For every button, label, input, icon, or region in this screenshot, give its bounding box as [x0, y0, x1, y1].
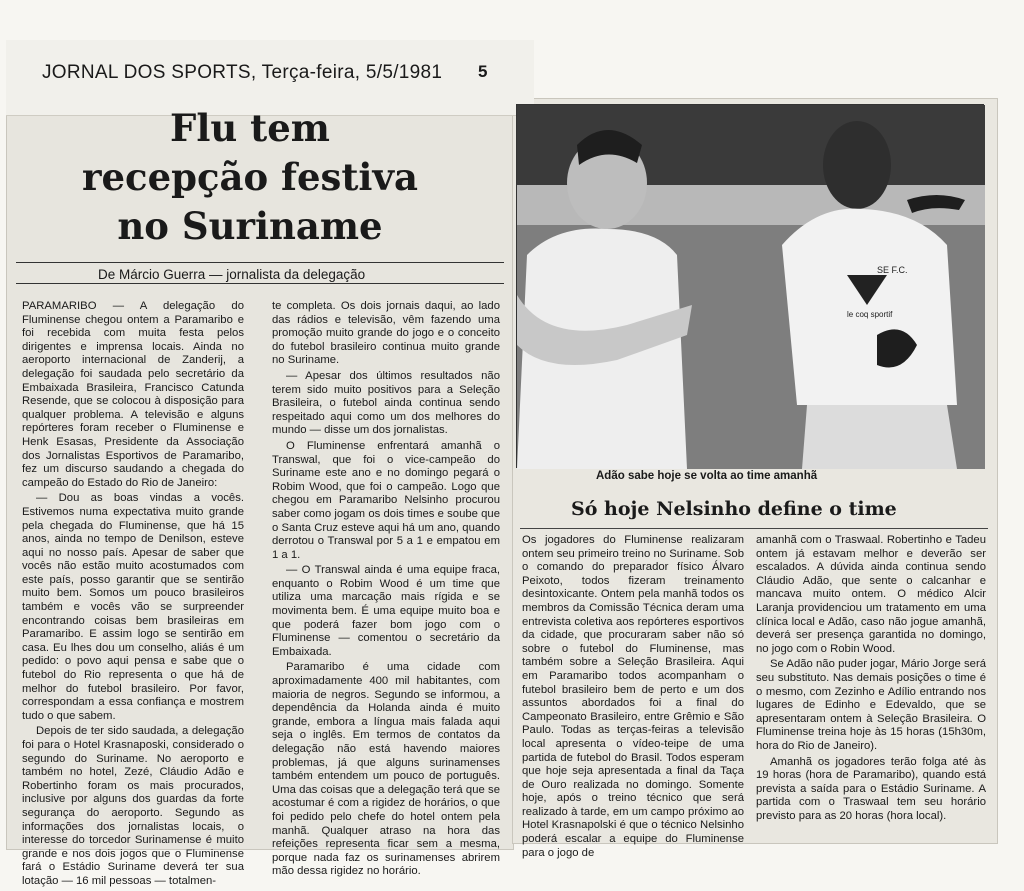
- players-photo: [516, 104, 984, 468]
- paragraph: — Dou as boas vindas a vocês. Estivemos numa expectativa muito grande pela chegada do Fluminense, que há 15 anos, ainda no tempo de Denilson, esteve aqui no nosso país. Apesar de saber que vocês não estão muito acostumados com este país, posso garantir que se sentirão muito bem. Somos um pouco brasileiros também e vocês vão se surpreender encontrando coisas bem brasileiras em Paramaribo. E assim logo se sentirão em casa. Eu lhes dou um conselho, aliás é um pedido: o povo aqui pensa e sabe que o futebol do Rio representa o que há de melhor do futebol brasileiro. Por favor, correspondam a essa confiança e mostrem tudo o que sabem.: [22, 492, 244, 722]
- masthead: JORNAL DOS SPORTS, Terça-feira, 5/5/1981: [42, 62, 443, 83]
- paragraph: Depois de ter sido saudada, a delegação foi para o Hotel Krasnaposki, considerado o segundo do Suriname. No aeroporto e também no hotel, Zezé, Cláudio Adão e Robertinho foram os mais procurados, inclusive por alguns dos guardas da forte segurança do aeroporto. Segundo as informações dos jornalistas locais, o interesse do torcedor Surinamense é muito grande e nos dois jogos que o Fluminense fará o Estádio Suriname deverá ter sua lotação — 16 mil pessoas — totalmen-: [22, 725, 244, 887]
- paragraph: amanhã com o Traswaal. Robertinho e Tadeu ontem já estavam melhor e deverão ser escalados. A dúvida ainda continua sendo Cláudio Adão, que sente o calcanhar e mancava muito ontem. O médico Alcir Laranja providenciou um tratamento em uma clínica local e Adão, caso não jogue amanhã, deverá ser presença garantida no domingo, no jogo com o Robin Wood.: [756, 534, 986, 655]
- paragraph: Se Adão não puder jogar, Mário Jorge será seu substituto. Nas demais posições o time é o mesmo, com Zezinho e Adílio entrando nos lugares de Edinho e Edevaldo, que se apresentaram ontem à Seleção Brasileira. O Fluminense treina hoje às 15 horas (15h30m, hora do Rio de Janeiro).: [756, 658, 986, 752]
- paragraph: — O Transwal ainda é uma equipe fraca, enquanto o Robim Wood é um time que utiliza uma marcação mais rígida e se movimenta bem. É uma equipe muito boa e que poderá fazer bom jogo com o Fluminense — comentou o secretário da Embaixada.: [272, 564, 500, 658]
- paragraph: Os jogadores do Fluminense realizaram ontem seu primeiro treino no Suriname. Sob o comando do preparador físico Álvaro Peixoto, todos fizeram treinamento desintoxicante. Ontem pela manhã todos os membros da Comissão Técnica deram uma entrevista coletiva aos repórteres esportivos da cidade, que procuraram saber não só sobre o futebol do Fluminense, mas também sobre a Seleção Brasileira. Aqui em Paramaribo todos acompanham o futebol brasileiro bem de perto e um dos assuntos abordados foi a final do Campeonato Brasileiro, entre Grêmio e São Paulo. Todas as terças-feiras a televisão local apresenta o vídeo-teipe de uma partida de futebol do Brasil. Todos esperam que hoje seja apresentada a final da Taça de Ouro realizada no domingo. Somente hoje, após o treino técnico que será realizado à tarde, em um campo próximo ao Hotel Krasnapolski é que o técnico Nelsinho poderá escalar a equipe do Fluminense para o jogo de: [522, 534, 744, 859]
- article-column-2: [272, 300, 500, 881]
- headline-line: Flu tem: [170, 106, 330, 150]
- paragraph: te completa. Os dois jornais daqui, ao lado das rádios e televisão, vêm fazendo uma promoção muito grande do jogo e o conceito do futebol brasileiro continua muito grande no Suriname.: [272, 300, 500, 367]
- article-column-1: [22, 300, 244, 891]
- paragraph: PARAMARIBO — A delegação do Fluminense chegou ontem a Paramaribo e foi recebida com muita festa pelos dirigentes e imprensa locais. Ainda no aeroporto internacional de Zanderij, a delegação foi saudada pelo secretário da Embaixada Brasileira, Francisco Catunda Resende, que se colocou à disposição para qualquer problema. A televisão e alguns repórteres foram receber o Fluminense e Henk Esasas, Presidente da Associação dos Jornalistas Esportivos de Paramaribo, fez um discurso saudando a chegada do campeão do Estado do Rio de Janeiro:: [22, 300, 244, 489]
- photo-caption: Adão sabe hoje se volta ao time amanhã: [596, 470, 818, 482]
- article2-column-1: [522, 534, 744, 862]
- headline-line: no Suriname: [117, 204, 383, 248]
- divider: [520, 528, 988, 529]
- shirt-logo-text: le coq sportif: [847, 310, 893, 319]
- paragraph: O Fluminense enfrentará amanhã o Transwal, que foi o vice-campeão do Suriname este ano e no domingo pegará o Robim Wood, que foi o campeão. Logo que chegou em Paramaribo Nelsinho procurou saber como jogam os dois times e soube que o Santa Cruz esteve aqui há um ano, quando derrotou o Transwal por 5 a 1 e empatou em 1 a 1.: [272, 439, 500, 561]
- byline: De Márcio Guerra — jornalista da delegação: [98, 267, 366, 282]
- paragraph: Amanhã os jogadores terão folga até às 19 horas (hora de Paramaribo), quando está prevista a saída para o Estádio Suriname. A partida com o Traswaal tem seu horário previsto para as 20 horas (hora local).: [756, 755, 986, 822]
- shirt-text: SE F.C.: [877, 265, 908, 275]
- headline-line: recepção festiva: [82, 155, 418, 199]
- paragraph: Paramaribo é uma cidade com aproximadamente 400 mil habitantes, com maioria de negros. Segundo se informou, a dependência da Holanda ainda é muito grande, embora a língua mais falada aqui seja o inglês. Em termos de contatos da delegação não está havendo maiores problemas, já que alguns surinamenses também entendem um pouco de português. Uma das coisas que a delegação terá que se acostumar é com a rigidez de horários, o que foi pedido pelo chefe do hotel ontem pela manhã. Qualquer atraso na hora das refeições representa ficar sem a mesma, porque nada faz os surinamenses abrirem mão dessa rigidez no horário.: [272, 661, 500, 878]
- photo-illustration: [517, 105, 985, 469]
- main-headline: [30, 104, 470, 251]
- page-number: 5: [478, 62, 488, 81]
- paragraph: — Apesar dos últimos resultados não terem sido muito positivos para a Seleção Brasileira, o futebol ainda continua sendo respeitado aqui como um dos melhores do mundo — disse um dos jornalistas.: [272, 369, 500, 437]
- secondary-headline: Só hoje Nelsinho define o time: [571, 498, 897, 520]
- article2-column-2: [756, 534, 986, 825]
